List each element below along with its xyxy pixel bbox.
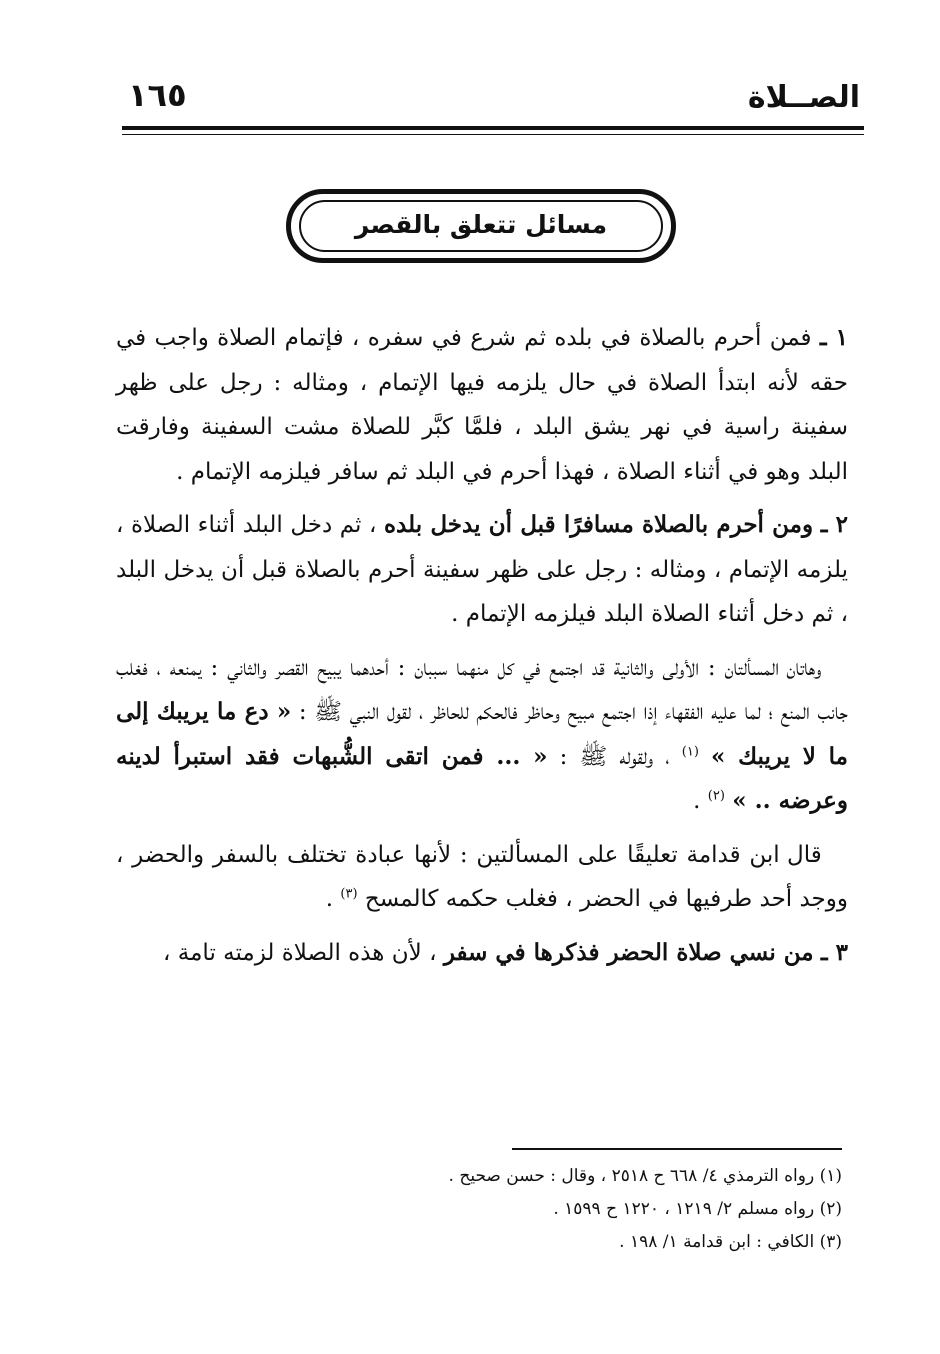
paragraph-ibn-qudama <box>116 833 848 922</box>
paragraph-text: وهاتان المسألتان : الأولى والثانية قد اجتمع في كل منهما سببان : أحدهما يبيح القصر والثاني : يمنعه ، فغلب جانب المنع ؛ لما عليه الفقهاء إذا اجتمع مبيح وحاظر فالحكم للحاظر ، لقول النبي ﷺ : <box>116 654 848 725</box>
paragraph-end: . <box>325 886 334 912</box>
hadith-quote-1: « دع ما يريبك إلى ما لا يريبك » <box>116 698 848 770</box>
item-text: ، لأن هذه الصلاة لزمته تامة ، <box>163 939 437 966</box>
paragraph-end: . <box>693 788 701 814</box>
page-number: ١٦٥ <box>128 76 187 114</box>
item-heading: من نسي صلاة الحضر فذكرها في سفر <box>443 938 814 966</box>
section-title: مسائل تتعلق بالقصر <box>354 210 608 239</box>
footnote-separator <box>512 1148 842 1150</box>
main-text <box>116 316 848 975</box>
footnote-ref-1: (١) <box>681 743 699 759</box>
item-number: ٣ ـ <box>820 938 848 966</box>
item-number: ٢ ـ <box>820 511 849 538</box>
paragraph-two-cases <box>116 646 848 824</box>
footnote-ref-2: (٢) <box>707 788 725 804</box>
item-2 <box>116 503 848 637</box>
footnote-ref-3: (٣) <box>340 886 358 902</box>
section-title-frame <box>286 189 676 263</box>
footnotes <box>300 1160 842 1259</box>
footnote-2: (٢) رواه مسلم ٢/ ١٢١٩ ، ١٢٢٠ ح ١٥٩٩ . <box>553 1199 842 1219</box>
hadith-quote-2: « ... فمن اتقى الشُّبهات فقد استبرأ لدينه وعرضه .. » <box>116 742 848 814</box>
running-title: الصــلاة <box>747 80 860 115</box>
page-header <box>122 74 864 130</box>
header-rule <box>122 134 864 135</box>
item-text: ، ثم دخل البلد أثناء الصلاة ، يلزمه الإتمام ، ومثاله : رجل على ظهر سفينة أحرم بالصلاة قبل أن يدخل البلد ، ثم دخل أثناء الصلاة البلد فيلزمه الإتمام . <box>116 512 848 627</box>
item-1 <box>116 316 848 494</box>
item-heading: ومن أحرم بالصلاة مسافرًا قبل أن يدخل بلده <box>383 511 814 538</box>
item-number: ١ ـ <box>819 324 849 351</box>
item-3 <box>116 931 848 976</box>
footnote-3: (٣) الكافي : ابن قدامة ١/ ١٩٨ . <box>619 1232 842 1252</box>
paragraph-text: قال ابن قدامة تعليقًا على المسألتين : لأنها عبادة تختلف بالسفر والحضر ، ووجد أحد طرفيها في الحضر ، فغلب حكمه كالمسح <box>116 841 848 912</box>
footnote-1: (١) رواه الترمذي ٤/ ٦٦٨ ح ٢٥١٨ ، وقال : حسن صحيح . <box>448 1166 842 1186</box>
paragraph-text: ، ولقوله ﷺ : <box>559 743 670 770</box>
item-text: فمن أحرم بالصلاة في بلده ثم شرع في سفره ، فإتمام الصلاة واجب في حقه لأنه ابتدأ الصلاة في حال يلزمه فيها الإتمام ، ومثاله : رجل على ظهر سفينة راسية في نهر يشق البلد ، فلمَّا كبَّر للصلاة مشت السفينة وفارقت البلد وهو في أثناء الصلاة ، فهذا أحرم في البلد ثم سافر فيلزمه الإتمام . <box>116 325 848 485</box>
